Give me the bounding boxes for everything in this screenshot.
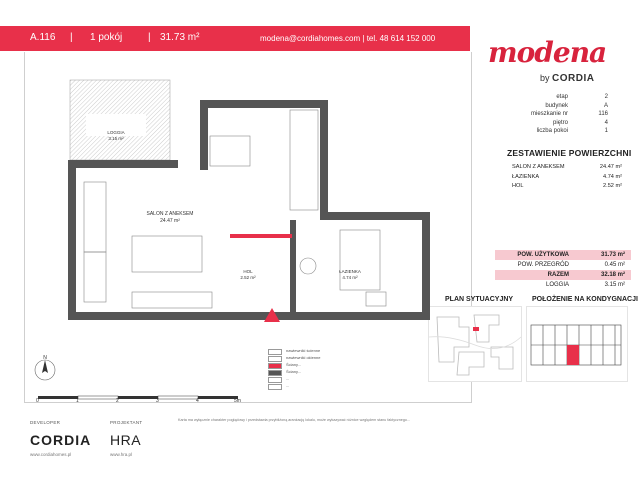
legend-item	[268, 362, 320, 369]
cordia-logo: CORDIA	[30, 432, 92, 448]
architect-url: www.hra.pl	[110, 452, 133, 457]
info-value: 1	[604, 128, 608, 135]
info-value: 4	[604, 119, 608, 126]
total-label: POW. UŻYTKOWA	[517, 252, 569, 258]
loggia-label: LOGGIA	[107, 130, 125, 135]
legend-item	[268, 355, 320, 362]
developer-url: www.cordiahomes.pl	[30, 452, 72, 457]
info-row	[480, 103, 630, 112]
dining-table	[210, 136, 250, 166]
header-bar	[0, 26, 470, 51]
total-row	[495, 280, 631, 290]
wall	[68, 312, 428, 320]
north-arrow-icon	[30, 355, 60, 385]
total-label: RAZEM	[547, 272, 569, 278]
hol-area-label: 2.52 m²	[240, 275, 256, 280]
total-label: POW. PRZEGRÓD	[517, 262, 569, 268]
by-text: by	[540, 73, 550, 83]
legend-label: Ściany...	[286, 369, 302, 374]
scale-tick: 4	[196, 398, 199, 404]
area-value: 24.47 m²	[599, 164, 622, 170]
architect-label: PROJEKTANT	[110, 420, 143, 425]
total-value: 32.18 m²	[600, 272, 625, 278]
legend-item	[268, 348, 320, 355]
legend-item	[268, 383, 320, 390]
unit-marker	[473, 327, 479, 331]
info-value: A	[603, 102, 608, 109]
info-row	[480, 94, 630, 103]
legend-item	[268, 369, 320, 376]
wall	[200, 100, 208, 170]
wall	[320, 100, 328, 220]
logo-subtitle	[540, 73, 594, 84]
area-label: HOL	[512, 183, 524, 189]
unit-area: 31.73 m²	[160, 32, 200, 43]
total-value: 3.15 m²	[604, 282, 625, 288]
floor-plan-drawing	[40, 60, 460, 340]
scale-tick: 1	[76, 398, 79, 404]
area-label: ŁAZIENKA	[512, 173, 540, 180]
scale-tick: 3	[156, 398, 159, 404]
legend-label: ...	[286, 376, 290, 381]
info-value: 116	[598, 111, 608, 118]
lazienka-label: ŁAZIENKA	[339, 269, 361, 274]
unit-id: A.116	[30, 32, 56, 43]
wall	[422, 212, 430, 320]
site-plan-title: PLAN SYTUACYJNY	[445, 296, 514, 303]
svg-text:N: N	[43, 355, 47, 361]
disclaimer: Karta ma wyłącznie charakter poglądowy i przedstawia przybliżoną aranżację lokalu, może wykazywać różnice względem stanu faktycznego...	[178, 418, 411, 422]
info-value: 2	[604, 94, 608, 100]
floor-plan-map	[526, 306, 628, 382]
contact-info: modena@cordiahomes.com | tel. 48 614 152 000	[260, 34, 436, 43]
info-label: mieszkanie nr	[530, 111, 568, 118]
bed	[132, 236, 202, 272]
washing-machine	[300, 258, 316, 274]
wall	[200, 100, 328, 108]
legend-label: Ściany...	[286, 362, 302, 367]
floor-plan-title: POŁOŻENIE NA KONDYGNACJI	[532, 296, 638, 303]
bathtub	[340, 230, 380, 290]
area-value: 4.74 m²	[603, 173, 622, 180]
total-value: 31.73 m²	[600, 252, 625, 258]
wall	[68, 160, 178, 168]
total-value: 0.45 m²	[604, 262, 625, 268]
legend-swatch	[268, 384, 282, 390]
salon-label: SALON Z ANEKSEM	[146, 211, 194, 217]
salon-area-label: 24.47 m²	[160, 218, 180, 224]
area-row	[512, 174, 622, 184]
info-row	[480, 120, 630, 129]
lazienka-area-label: 4.74 m²	[342, 275, 358, 280]
scale-tick: 0	[36, 398, 39, 404]
hol-label: HOL	[243, 269, 253, 274]
info-row	[480, 128, 630, 137]
cordia-name: CORDIA	[552, 73, 595, 84]
legend-label: nawiewniki ścienne	[286, 348, 321, 353]
entrance-wall-marker	[230, 234, 292, 238]
info-label: piętro	[552, 119, 568, 126]
areas-title: ZESTAWIENIE POWIERZCHNI	[507, 148, 632, 158]
sink	[366, 292, 386, 306]
unit-info	[480, 94, 630, 137]
hra-logo: HRA	[110, 432, 142, 448]
scale-tick: 5m	[234, 398, 241, 404]
area-label: SALON Z ANEKSEM	[512, 164, 565, 170]
kitchen-counter	[290, 110, 318, 210]
total-row	[495, 250, 631, 260]
tv-cabinet	[132, 292, 212, 308]
loggia-area-label: 3.15 m²	[108, 136, 124, 141]
wall	[320, 212, 430, 220]
legend-label: nawiewniki okienne	[286, 355, 321, 360]
legend	[268, 348, 320, 390]
separator: |	[70, 32, 73, 43]
info-label: liczba pokoi	[536, 128, 568, 135]
sofa	[84, 182, 106, 252]
scale-tick: 2	[116, 398, 119, 404]
modena-logo: modena	[488, 36, 607, 69]
info-row	[480, 111, 630, 120]
area-row	[512, 164, 622, 174]
scale-bar	[34, 392, 254, 404]
wall	[290, 220, 296, 312]
info-label: budynek	[545, 102, 568, 109]
total-label: LOGGIA	[545, 282, 569, 288]
unit-location-marker	[567, 345, 579, 365]
legend-item	[268, 376, 320, 383]
info-label: etap	[556, 94, 568, 100]
wardrobe	[84, 252, 106, 302]
developer-label: DEVELOPER	[30, 420, 61, 425]
room-count: 1 pokój	[90, 32, 123, 43]
total-row	[495, 260, 631, 270]
separator: |	[148, 32, 151, 43]
area-value: 2.52 m²	[603, 183, 622, 189]
wall	[68, 160, 76, 320]
areas-table	[512, 164, 622, 193]
totals-table	[495, 250, 631, 290]
legend-label: ...	[286, 383, 290, 388]
area-row	[512, 183, 622, 193]
total-row	[495, 270, 631, 280]
